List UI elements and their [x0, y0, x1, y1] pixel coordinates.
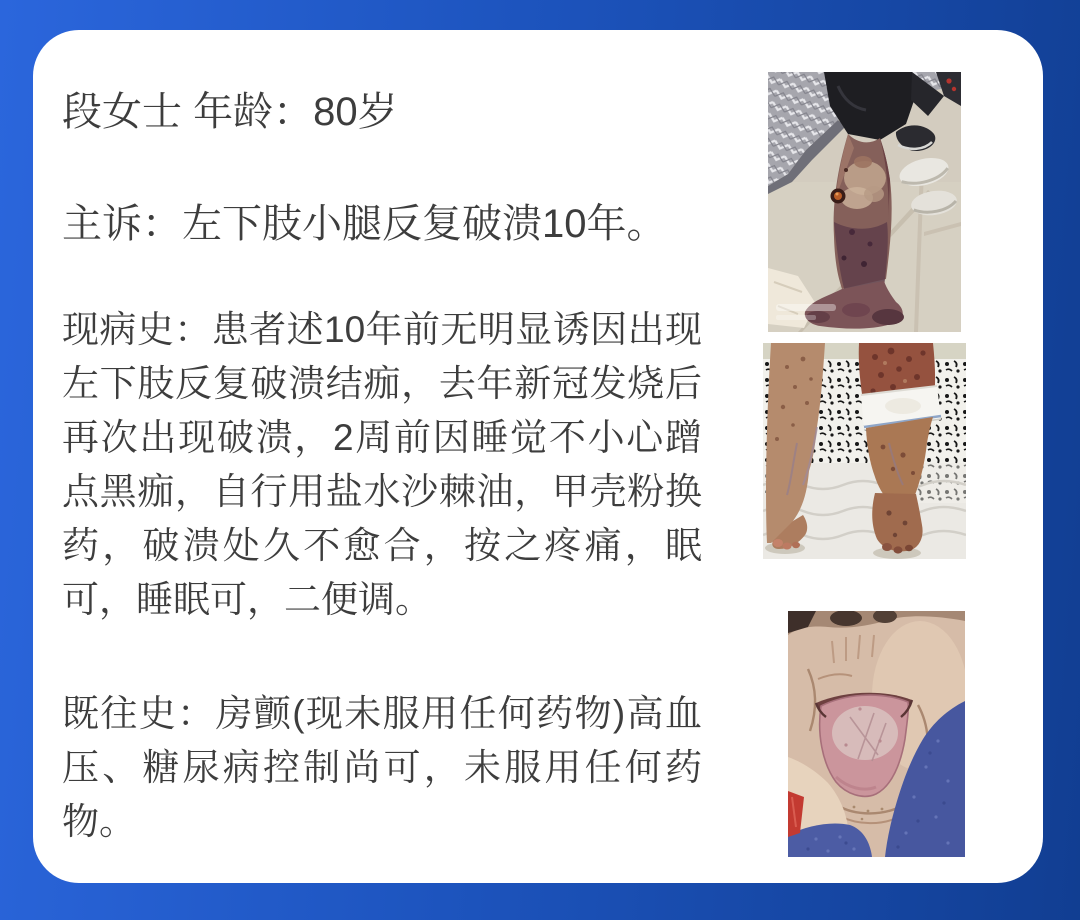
past-history-paragraph	[62, 687, 702, 849]
past-history-line: 物。	[62, 801, 136, 842]
present-illness-line: 现病史：患者述10年前无明显诱因出现	[62, 309, 702, 350]
bandaged-feet-photo	[763, 343, 966, 559]
past-history-line: 压、糖尿病控制尚可，未服用任何药	[62, 747, 702, 788]
present-illness-line: 可，睡眠可，二便调。	[62, 579, 432, 620]
present-illness-line: 再次出现破溃，2周前因睡觉不小心蹭	[62, 417, 702, 458]
chief-complaint: 主诉：左下肢小腿反复破溃10年。	[62, 202, 667, 246]
tongue-photo	[788, 611, 965, 857]
past-history-line: 既往史：房颤(现未服用任何药物)高血	[62, 693, 702, 734]
present-illness-line: 药，破溃处久不愈合，按之疼痛，眠	[62, 525, 702, 566]
ulcer-wound	[831, 189, 846, 204]
leg-ulcer-photo	[768, 72, 961, 332]
present-illness-line: 左下肢反复破溃结痂，去年新冠发烧后	[62, 363, 702, 404]
patient-name-age: 段女士 年龄：80岁	[62, 90, 398, 134]
present-illness-line: 点黑痂，自行用盐水沙棘油，甲壳粉换	[62, 471, 702, 512]
present-illness-paragraph	[62, 303, 702, 627]
